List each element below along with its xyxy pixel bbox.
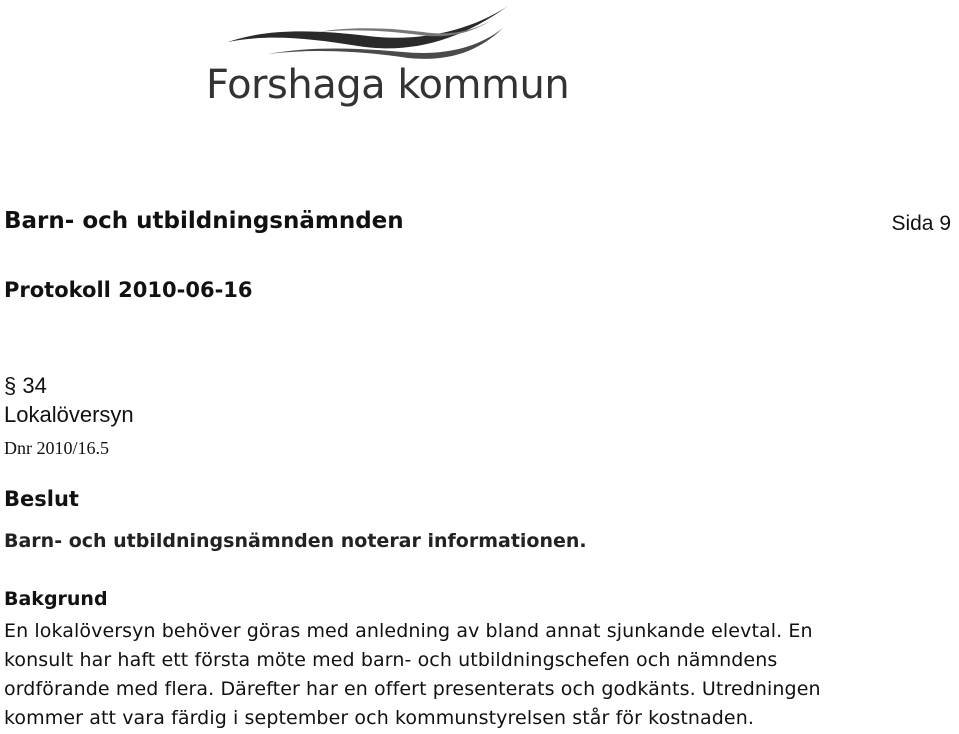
page-number: Sida 9 [891, 212, 951, 235]
committee-name: Barn- och utbildningsnämnden [4, 208, 404, 234]
protocol-date: Protokoll 2010-06-16 [4, 278, 253, 302]
background-line: ordförande med flera. Därefter har en offert presenterats och godkänts. Utredningen [4, 678, 821, 700]
background-text [4, 617, 959, 733]
item-title: Lokalöversyn [4, 402, 134, 427]
registration-number: Dnr 2010/16.5 [4, 438, 109, 458]
wave-logo-icon [228, 2, 518, 62]
background-heading: Bakgrund [4, 588, 108, 610]
background-line: En lokalöversyn behöver göras med anledning av bland annat sjunkande elevtal. En [4, 620, 813, 642]
paragraph-number: § 34 [4, 373, 47, 398]
background-line: kommer att vara färdig i september och kommunstyrelsen står för kostnaden. [4, 707, 754, 729]
forshaga-kommun-logo [198, 2, 570, 117]
decision-text: Barn- och utbildningsnämnden noterar informationen. [4, 530, 587, 552]
logo-text: Forshaga kommun [206, 62, 570, 108]
background-line: konsult har haft ett första möte med barn- och utbildningschefen och nämndens [4, 649, 778, 671]
decision-heading: Beslut [4, 487, 79, 511]
